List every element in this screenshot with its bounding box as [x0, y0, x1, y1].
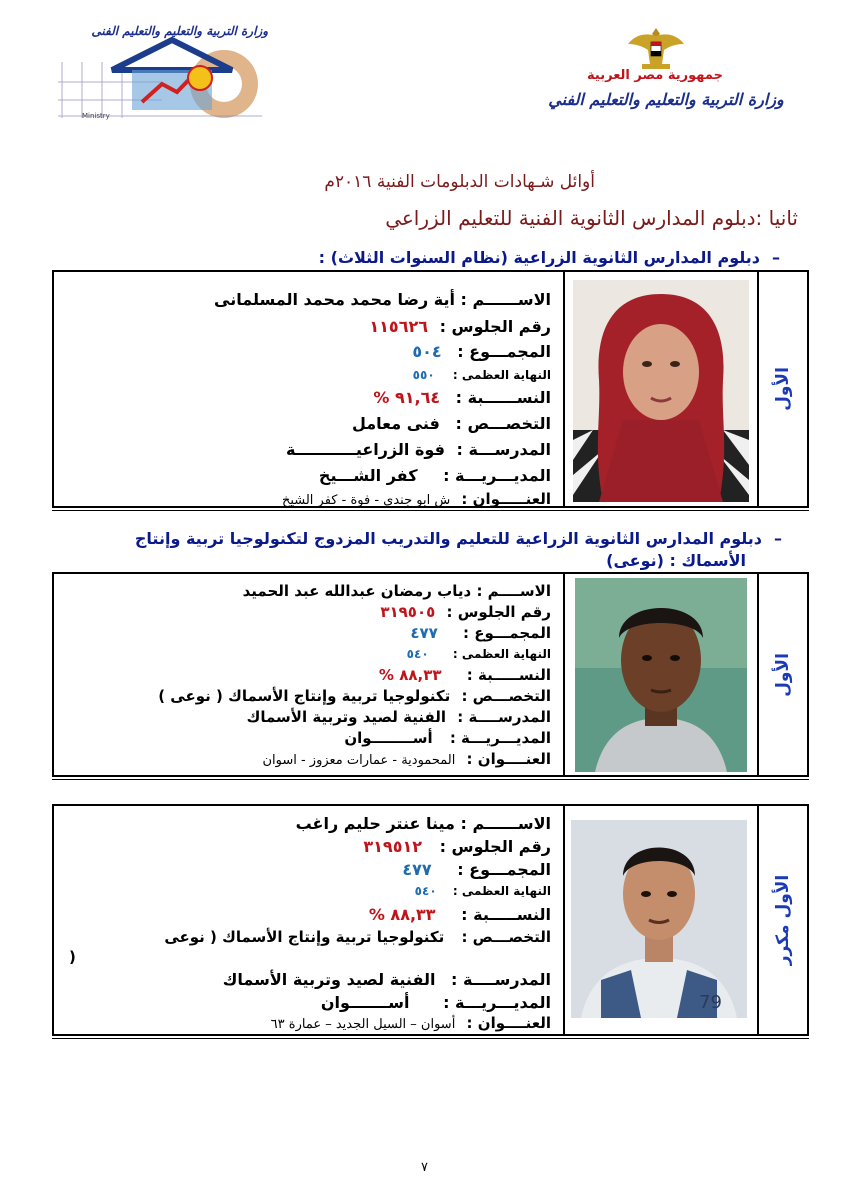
address: المحمودية - عمارات معزوز - اسوان: [262, 753, 456, 768]
ministry-logo: [52, 22, 274, 124]
directorate-label: المديـــريـــة :: [443, 466, 551, 485]
percent-label: النســـــبة :: [466, 666, 551, 684]
specialty-label: التخصـــص :: [455, 414, 551, 433]
directorate-row: [54, 466, 551, 485]
seat-label: رقم الجلوس :: [439, 317, 551, 336]
address: أسوان – السيل الجديد – عمارة ٦٣: [270, 1017, 456, 1032]
rank-label: الأول: [773, 367, 793, 411]
total-score: ٤٧٧: [410, 624, 438, 642]
student-card-2: [52, 572, 809, 777]
name-label: الاســــــم :: [460, 814, 551, 833]
seat-number: ٣١٩٥٠٥: [380, 603, 436, 621]
specialty: فنى معامل: [351, 414, 440, 433]
address: ش ابو جندي - فوة - كفر الشيخ: [281, 493, 451, 508]
rank-label: الأول مكرر: [773, 874, 793, 966]
ministry-name: وزارة التربية والتعليم والتعليم الفني: [548, 90, 784, 109]
student-name: دياب رمضان عبدالله عبد الحميد: [242, 582, 472, 600]
specialty-label: التخصـــص :: [461, 687, 551, 705]
school-label: المدرســــة :: [451, 970, 551, 989]
specialty-label: التخصـــص :: [461, 928, 551, 946]
total-label: المجمـــوع :: [457, 860, 551, 879]
school-label: المدرســـة :: [456, 440, 551, 459]
page-subtitle: ثانيا :دبلوم المدارس الثانوية الفنية للتعليم الزراعي: [385, 206, 798, 230]
directorate-label: المديـــريـــة :: [449, 729, 551, 747]
specialty-row: [54, 928, 551, 946]
total-label: المجمـــوع :: [463, 624, 551, 642]
directorate: كفر الشـــيخ: [318, 466, 418, 485]
republic-name: جمهورية مصر العربية: [587, 68, 723, 83]
rank-cell: [757, 806, 807, 1034]
rank-cell: [757, 272, 807, 506]
max-label: النهاية العظمى :: [452, 368, 551, 382]
student-info: [54, 272, 561, 506]
specialty: تكنولوجيا تربية وإنتاج الأسماك ( نوعى: [164, 928, 445, 946]
specialty-continuation: ): [69, 948, 76, 966]
student-card-3: [52, 804, 809, 1036]
percent-row: [54, 666, 551, 684]
name-row: [54, 814, 551, 833]
section-dash: –: [774, 529, 782, 548]
student-photo: [571, 820, 747, 1018]
total-label: المجمـــوع :: [457, 342, 551, 361]
school: فوة الزراعيـــــــــــة: [285, 440, 445, 459]
section-title-line2: الأسماك : (نوعى): [606, 551, 746, 570]
max-row: [54, 368, 551, 382]
school-row: [54, 970, 551, 989]
max-score: ٥٤٠: [414, 884, 437, 898]
address-row: [54, 1014, 551, 1032]
directorate: أســـــــوان: [320, 993, 410, 1012]
eagle-emblem-icon: [626, 24, 686, 70]
student-card-1: [52, 270, 809, 508]
logo-text: وزارة التربية والتعليم والتعليم الفنى: [91, 24, 268, 38]
percent-label: النســـــبة :: [461, 905, 551, 924]
name-row: [54, 582, 551, 600]
max-score: ٥٤٠: [406, 647, 429, 661]
percent-value: ٩١,٦٤ %: [373, 388, 441, 407]
student-photo: [573, 280, 749, 502]
seat-row: [54, 317, 551, 336]
section-title-text: دبلوم المدارس الثانوية الزراعية (نظام السنوات الثلاث) :: [318, 248, 760, 267]
directorate-row: [54, 729, 551, 747]
rank-label: الأول: [773, 652, 793, 697]
address-row: [54, 490, 551, 508]
student-info: [54, 806, 561, 1034]
section-title-line1: دبلوم المدارس الثانوية الزراعية للتعليم والتدريب المزدوج لتكنولوجيا تربية وإنتاج: [134, 529, 762, 548]
seat-label: رقم الجلوس :: [439, 837, 551, 856]
section-title-2: [60, 528, 782, 572]
student-name: أية رضا محمد محمد المسلمانى: [214, 290, 455, 309]
percent-value: ٨٨,٣٣ %: [368, 905, 436, 924]
seat-row: [54, 603, 551, 621]
max-score: ٥٥٠: [412, 368, 435, 382]
directorate: أســــــــوان: [344, 729, 433, 747]
seat-row: [54, 837, 551, 856]
photo-cell: [563, 806, 757, 1034]
student-photo: [575, 578, 747, 772]
max-row: [54, 884, 551, 898]
specialty-row: [54, 687, 551, 705]
percent-label: النســــــبة :: [455, 388, 551, 407]
student-info: [54, 574, 561, 775]
address-label: العنــــوان :: [466, 1014, 551, 1032]
school: الفنية لصيد وتربية الأسماك: [222, 970, 436, 989]
seat-number: ١١٥٦٢٦: [369, 317, 428, 336]
total-score: ٤٧٧: [402, 860, 432, 879]
total-score: ٥٠٤: [412, 342, 442, 361]
svg-text:Ministry: Ministry: [82, 112, 110, 120]
photo-cell: [563, 574, 757, 775]
total-row: [54, 624, 551, 642]
rank-cell: [757, 574, 807, 775]
photo-cell: [563, 272, 757, 506]
name-row: [54, 290, 551, 309]
max-label: النهاية العظمى :: [452, 647, 551, 661]
seat-label: رقم الجلوس :: [446, 603, 551, 621]
seat-number: ٣١٩٥١٢: [363, 837, 422, 856]
address-label: العنــــوان :: [466, 750, 551, 768]
school-row: [54, 440, 551, 459]
page-title: أوائل شـهادات الدبلومات الفنية ٢٠١٦م: [324, 172, 595, 192]
directorate-row: [54, 993, 551, 1012]
school: الفنية لصيد وتربية الأسماك: [246, 708, 447, 726]
total-row: [54, 342, 551, 361]
school-label: المدرســــة :: [457, 708, 551, 726]
section-dash: –: [772, 248, 780, 267]
section-title-1: [220, 248, 780, 267]
percent-row: [54, 905, 551, 924]
name-label: الاســــم :: [476, 582, 551, 600]
percent-value: ٨٨,٣٣ %: [378, 666, 442, 684]
student-name: مينا عنتر حليم راغب: [295, 814, 455, 833]
total-row: [54, 860, 551, 879]
name-label: الاســــــم :: [460, 290, 551, 309]
percent-row: [54, 388, 551, 407]
max-label: النهاية العظمى :: [452, 884, 551, 898]
max-row: [54, 647, 551, 661]
svg-text:79: 79: [699, 992, 722, 1013]
address-label: العنـــــوان :: [461, 490, 551, 508]
address-row: [54, 750, 551, 768]
specialty: تكنولوجيا تربية وإنتاج الأسماك ( نوعى ): [158, 687, 451, 705]
directorate-label: المديـــريـــة :: [443, 993, 551, 1012]
specialty-row: [54, 414, 551, 433]
page-number: ٧: [421, 1160, 428, 1175]
school-row: [54, 708, 551, 726]
